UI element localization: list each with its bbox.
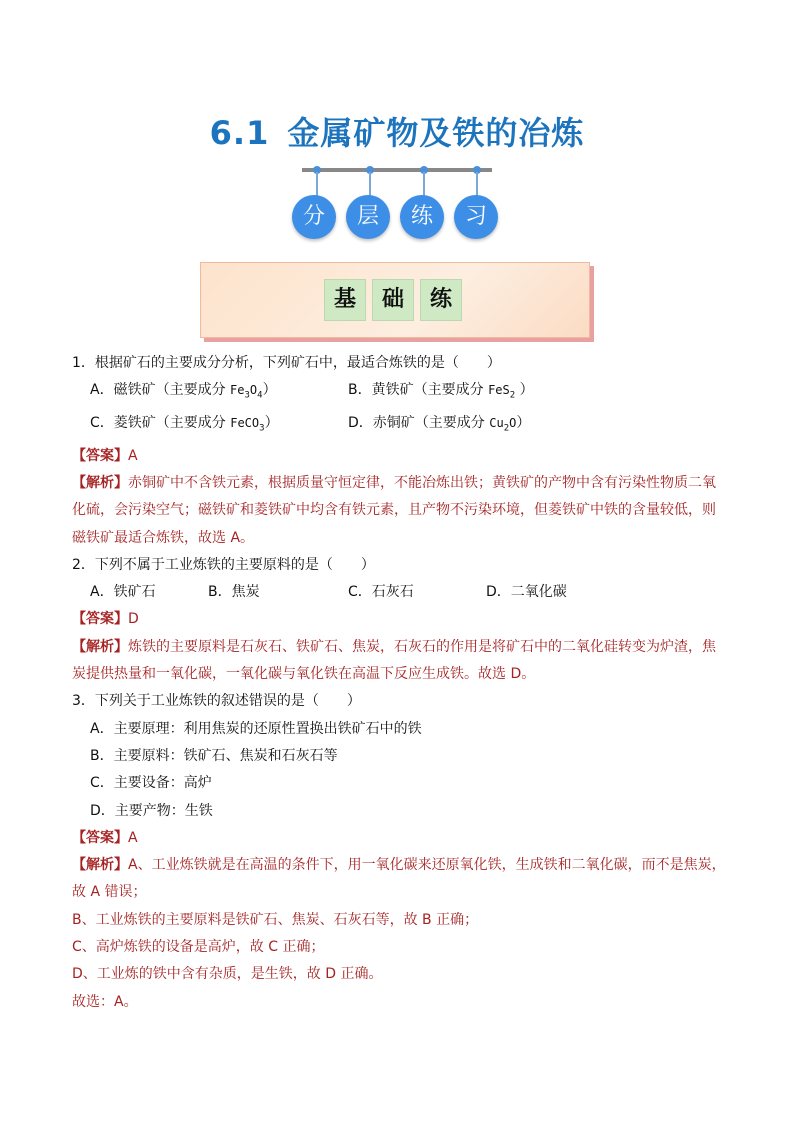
q1-option-d: D．赤铜矿（主要成分 $Cu_2O$） (348, 414, 531, 434)
banner-char-chu: 础 (372, 279, 414, 321)
question-1-analysis-line: 【解析】赤铜矿中不含铁元素，根据质量守恒定律，不能冶炼出铁；黄铁矿的产物中含有污染性物质二氧 (72, 474, 716, 491)
answer-label: 【答案】 (72, 611, 128, 628)
question-1-options-row-2 (72, 410, 732, 443)
q3-option-d: D．主要产物：生铁 (90, 802, 213, 819)
analysis-label: 【解析】 (72, 857, 128, 874)
question-1-analysis-line: 磁铁矿最适合炼铁，故选 A。 (72, 529, 255, 546)
q3-option-a: A．主要原理：利用焦炭的还原性置换出铁矿石中的铁 (90, 720, 422, 737)
hanger-string (369, 172, 371, 196)
question-3-analysis-line: B、工业炼铁的主要原料是铁矿石、焦炭、石灰石等，故 B 正确； (72, 911, 479, 928)
question-2-answer (72, 606, 732, 633)
q2-option-c: C．石灰石 (348, 584, 414, 601)
analysis-label: 【解析】 (72, 638, 128, 655)
banner-char-ji: 基 (324, 279, 366, 321)
answer-value: A (128, 829, 138, 846)
q1-option-a: A．磁铁矿（主要成分 $Fe_3O_4$） (90, 382, 277, 401)
q3-option-c: C．主要设备：高炉 (90, 775, 212, 792)
badge-xi: 习 (454, 195, 498, 239)
answer-value: D (128, 611, 139, 628)
section-number: 6.1 (209, 114, 270, 152)
answer-label: 【答案】 (72, 829, 128, 846)
answer-label: 【答案】 (72, 447, 128, 464)
question-list (72, 350, 732, 1016)
hanger-string (476, 172, 478, 196)
question-2-stem: 2．下列不属于工业炼铁的主要原料的是（ ） (72, 556, 375, 573)
hanger-string (423, 172, 425, 196)
hanger-bar (302, 168, 492, 172)
q1-option-c: C．菱铁矿（主要成分 FeCO$_3$） (90, 414, 279, 434)
question-3-analysis-line: 【解析】A、工业炼铁就是在高温的条件下，用一氧化碳来还原氧化铁，生成铁和二氧化碳，而不是焦炭， (72, 857, 726, 874)
question-1-stem: 1．根据矿石的主要成分分析，下列矿石中，最适合炼铁的是（ ） (72, 355, 501, 371)
question-3-analysis-line: C、高炉炼铁的设备是高炉，故 C 正确； (72, 939, 325, 956)
question-3-analysis-line: 故选：A。 (72, 993, 138, 1010)
page-title (0, 108, 794, 154)
badge-fen: 分 (292, 195, 336, 239)
badge-ceng: 层 (346, 195, 390, 239)
q2-option-d: D．二氧化碳 (486, 584, 567, 601)
question-2-analysis-line: 炭提供热量和一氧化碳，一氧化碳与氧化铁在高温下反应生成铁。故选 D。 (72, 666, 536, 683)
analysis-label: 【解析】 (72, 474, 128, 491)
hanger-string (316, 172, 318, 196)
question-1-analysis-line: 化硫，会污染空气；磁铁矿和菱铁矿中均含有铁元素，且产物不污染环境，但菱铁矿中铁的含量较低，则 (72, 502, 716, 519)
question-2-options (72, 579, 732, 606)
answer-value: A (128, 447, 138, 464)
question-3-analysis-line: 故 A 错误； (72, 884, 147, 901)
question-3-stem: 3．下列关于工业炼铁的叙述错误的是（ ） (72, 693, 361, 710)
question-3-answer (72, 825, 732, 852)
question-2-analysis-line: 【解析】炼铁的主要原料是石灰石、铁矿石、焦炭，石灰石的作用是将矿石中的二氧化硅转变为炉渣，焦 (72, 638, 716, 655)
badge-lian: 练 (400, 195, 444, 239)
question-3-analysis-line: D、工业炼的铁中含有杂质，是生铁，故 D 正确。 (72, 966, 383, 983)
q2-option-b: B．焦炭 (208, 584, 260, 601)
section-title: 金属矿物及铁的冶炼 (287, 114, 585, 152)
q1-option-b: B．黄铁矿（主要成分 FeS$_2$ ） (348, 382, 534, 401)
q2-option-a: A．铁矿石 (90, 584, 156, 601)
question-1-options-row-1 (72, 377, 732, 410)
banner-char-lian: 练 (420, 279, 462, 321)
question-1-answer (72, 443, 732, 470)
q3-option-b: B．主要原料：铁矿石、焦炭和石灰石等 (90, 747, 338, 764)
